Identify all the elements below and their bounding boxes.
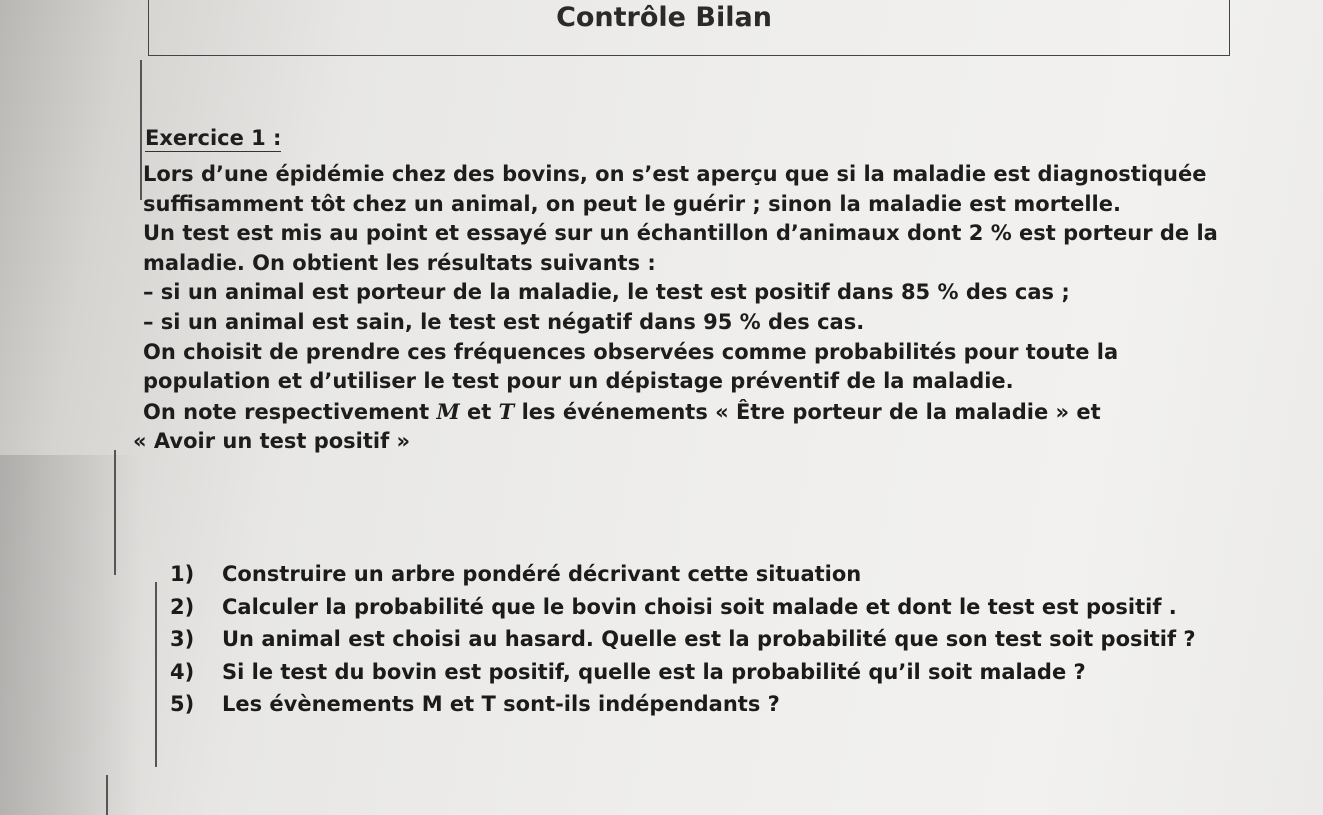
margin-line-bottom <box>106 775 108 815</box>
question-item <box>170 591 1196 624</box>
question-number: 1) <box>170 562 195 586</box>
exercise-statement <box>133 160 1223 457</box>
question-number: 2) <box>170 594 195 619</box>
statement-line: On choisit de prendre ces fréquences observées comme probabilités pour toute la <box>143 339 1119 364</box>
question-text: Les évènements M et T sont-ils indépendants ? <box>222 692 780 717</box>
statement-line: « Avoir un test positif » <box>133 429 411 454</box>
event-m-symbol: M <box>436 398 460 424</box>
title-frame <box>148 0 1230 56</box>
events-text-and: et <box>459 399 499 424</box>
statement-line: – si un animal est sain, le test est négatif dans 95 % des cas. <box>143 309 865 334</box>
statement-line: suffisamment tôt chez un animal, on peut le guérir ; sinon la maladie est mortelle. <box>143 191 1121 216</box>
question-text: Un animal est choisi au hasard. Quelle est la probabilité que son test soit positif ? <box>222 627 1196 652</box>
question-item <box>170 558 1196 591</box>
events-text-start: On note respectivement <box>143 399 437 424</box>
statement-line: Lors d’une épidémie chez des bovins, on s’est aperçu que si la maladie est diagnostiquée <box>143 162 1207 186</box>
statement-line: – si un animal est porteur de la maladie, le test est positif dans 85 % des cas ; <box>143 280 1070 305</box>
photo-shadow <box>0 455 140 815</box>
question-number: 5) <box>170 692 195 717</box>
question-item <box>170 623 1196 656</box>
margin-line-questions <box>155 582 157 767</box>
question-number: 4) <box>170 659 195 684</box>
exercise-heading: Exercice 1 : <box>145 126 282 150</box>
question-text: Calculer la probabilité que le bovin choisi soit malade et dont le test est positif . <box>222 594 1177 619</box>
question-item <box>170 656 1196 689</box>
question-number: 3) <box>170 627 195 652</box>
question-text: Si le test du bovin est positif, quelle est la probabilité qu’il soit malade ? <box>222 659 1086 684</box>
margin-line-middle <box>114 450 116 575</box>
statement-line: population et d’utiliser le test pour un dépistage préventif de la maladie. <box>143 369 1014 394</box>
question-item <box>170 688 1196 721</box>
margin-line-top <box>140 60 142 200</box>
statement-line: maladie. On obtient les résultats suivants : <box>143 250 656 275</box>
events-text-end: les événements « Être porteur de la maladie » et <box>514 399 1101 424</box>
events-definition-line <box>143 397 1223 428</box>
statement-line: Un test est mis au point et essayé sur un échantillon d’animaux dont 2 % est porteur de la <box>143 221 1218 246</box>
question-text: Construire un arbre pondéré décrivant cette situation <box>222 562 862 586</box>
page-title: Contrôle Bilan <box>556 2 772 33</box>
question-list <box>170 558 1196 721</box>
event-t-symbol: T <box>498 398 515 424</box>
